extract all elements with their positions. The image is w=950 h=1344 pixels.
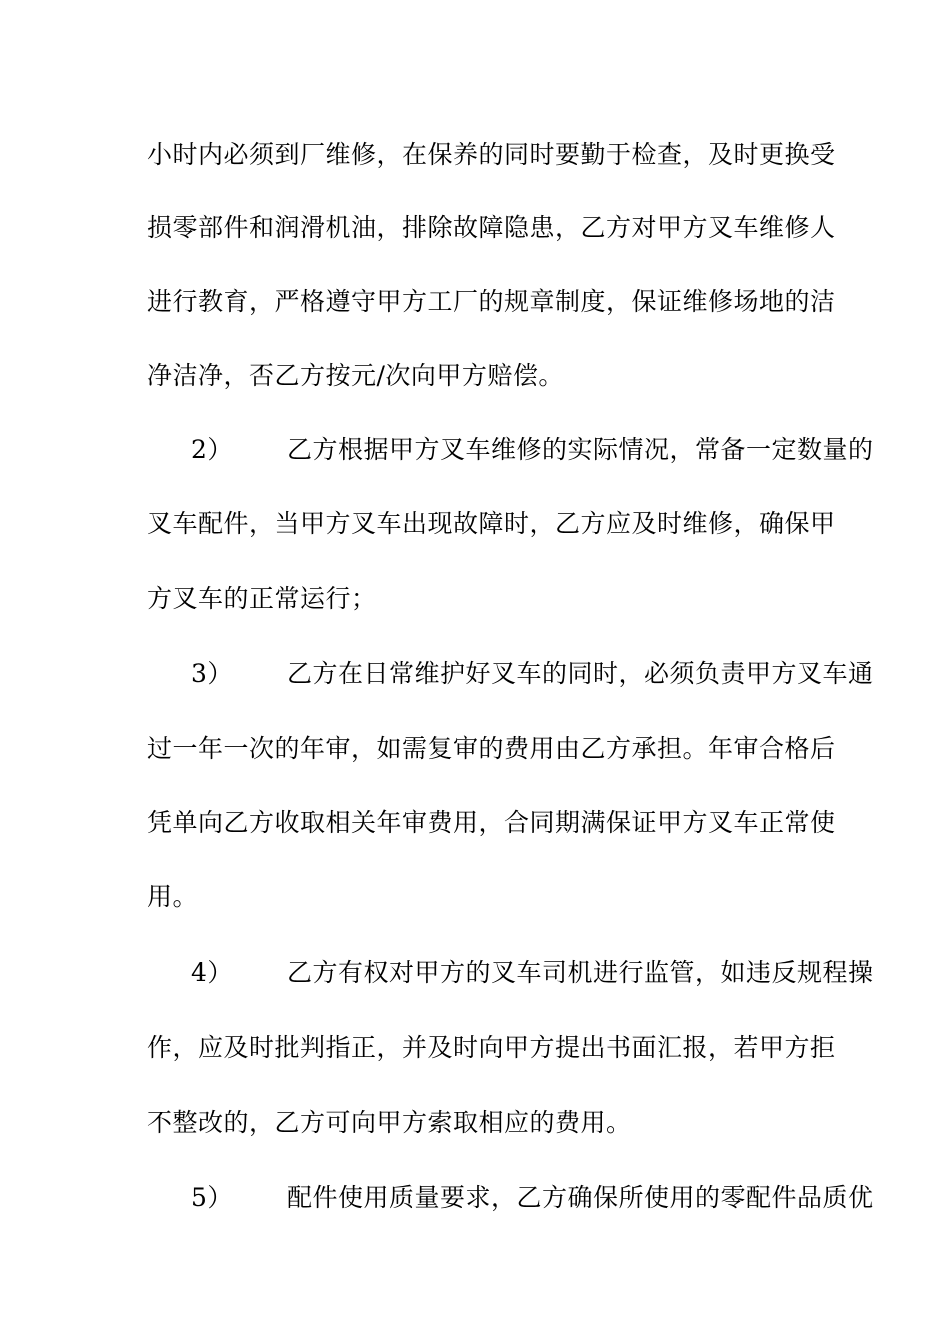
paragraph-line: 损零部件和润滑机油，排除故障隐患，乙方对甲方叉车维修人 xyxy=(147,213,836,242)
paragraph-line: 净洁净，否乙方按元/次向甲方赔偿。 xyxy=(147,361,564,390)
paragraph-line: 小时内必须到厂维修，在保养的同时要勤于检查，及时更换受 xyxy=(147,140,836,169)
item-number: 4） xyxy=(191,958,233,987)
paragraph-line: 作，应及时批判指正，并及时向甲方提出书面汇报，若甲方拒 xyxy=(147,1033,836,1062)
paragraph-line: 用。 xyxy=(147,882,199,911)
paragraph-line: 方叉车的正常运行； xyxy=(147,584,377,613)
item-number: 5） xyxy=(191,1183,233,1212)
list-item-4-first-line xyxy=(147,958,874,988)
paragraph-line: 进行教育，严格遵守甲方工厂的规章制度，保证维修场地的洁 xyxy=(147,287,836,316)
item-text: 乙方根据甲方叉车维修的实际情况，常备一定数量的 xyxy=(287,435,874,464)
item-number: 3） xyxy=(191,659,233,688)
paragraph-line: 叉车配件，当甲方叉车出现故障时，乙方应及时维修，确保甲 xyxy=(147,509,836,538)
item-text: 乙方有权对甲方的叉车司机进行监管，如违反规程操 xyxy=(287,958,874,987)
paragraph-line: 不整改的，乙方可向甲方索取相应的费用。 xyxy=(147,1108,632,1137)
item-text: 乙方在日常维护好叉车的同时，必须负责甲方叉车通 xyxy=(287,659,874,688)
list-item-5-first-line xyxy=(147,1183,874,1213)
paragraph-line: 凭单向乙方收取相关年审费用，合同期满保证甲方叉车正常使 xyxy=(147,808,836,837)
list-item-3-first-line xyxy=(147,659,874,689)
item-text: 配件使用质量要求，乙方确保所使用的零配件品质优 xyxy=(287,1183,874,1212)
list-item-2-first-line xyxy=(147,435,874,465)
paragraph-line: 过一年一次的年审，如需复审的费用由乙方承担。年审合格后 xyxy=(147,734,836,763)
item-number: 2） xyxy=(191,435,233,464)
